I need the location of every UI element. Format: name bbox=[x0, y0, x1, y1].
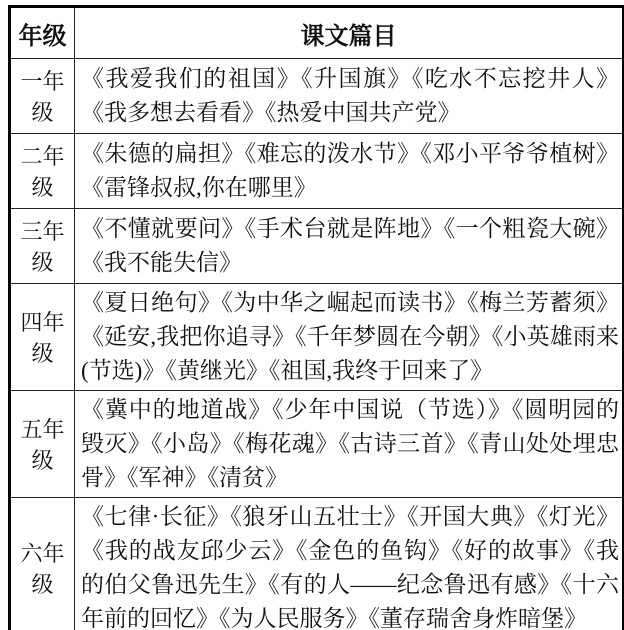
titles-cell: 《朱德的扁担》《难忘的泼水节》《邓小平爷爷植树》《雷锋叔叔,你在哪里》 bbox=[75, 134, 624, 209]
table-row-grade1 bbox=[10, 59, 624, 134]
grade-cell: 三年级 bbox=[10, 209, 75, 284]
grade-texts-table bbox=[8, 5, 624, 630]
titles-cell: 《七律·长征》《狼牙山五壮士》《开国大典》《灯光》《我的战友邱少云》《金色的鱼钩》《好的故事》《我的伯父鲁迅先生》《有的人——纪念鲁迅有感》《十六年前的回忆》《为人民服务》《董存瑞舍身炸暗堡》 bbox=[75, 498, 624, 630]
table-row-grade6 bbox=[10, 498, 624, 630]
titles-cell: 《不懂就要问》《手术台就是阵地》《一个粗瓷大碗》《我不能失信》 bbox=[75, 209, 624, 284]
grade-cell: 二年级 bbox=[10, 134, 75, 209]
titles-cell: 《夏日绝句》《为中华之崛起而读书》《梅兰芳蓄须》《延安,我把你追寻》《千年梦圆在今朝》《小英雄雨来(节选)》《黄继光》《祖国,我终于回来了》 bbox=[75, 284, 624, 391]
table-row-grade5 bbox=[10, 391, 624, 498]
grade-cell: 五年级 bbox=[10, 391, 75, 498]
grade-cell: 一年级 bbox=[10, 59, 75, 134]
titles-cell: 《我爱我们的祖国》《升国旗》《吃水不忘挖井人》《我多想去看看》《热爱中国共产党》 bbox=[75, 59, 624, 134]
titles-cell: 《冀中的地道战》《少年中国说（节选）》《圆明园的毁灭》《小岛》《梅花魂》《古诗三首》《青山处处埋忠骨》《军神》《清贫》 bbox=[75, 391, 624, 498]
table-row-grade3 bbox=[10, 209, 624, 284]
grade-cell: 六年级 bbox=[10, 498, 75, 630]
table-row-grade4 bbox=[10, 284, 624, 391]
grade-cell: 四年级 bbox=[10, 284, 75, 391]
table-row-grade2 bbox=[10, 134, 624, 209]
header-cell-titles: 课文篇目 bbox=[75, 7, 624, 59]
header-row bbox=[10, 7, 624, 59]
header-cell-grade: 年级 bbox=[10, 7, 75, 59]
